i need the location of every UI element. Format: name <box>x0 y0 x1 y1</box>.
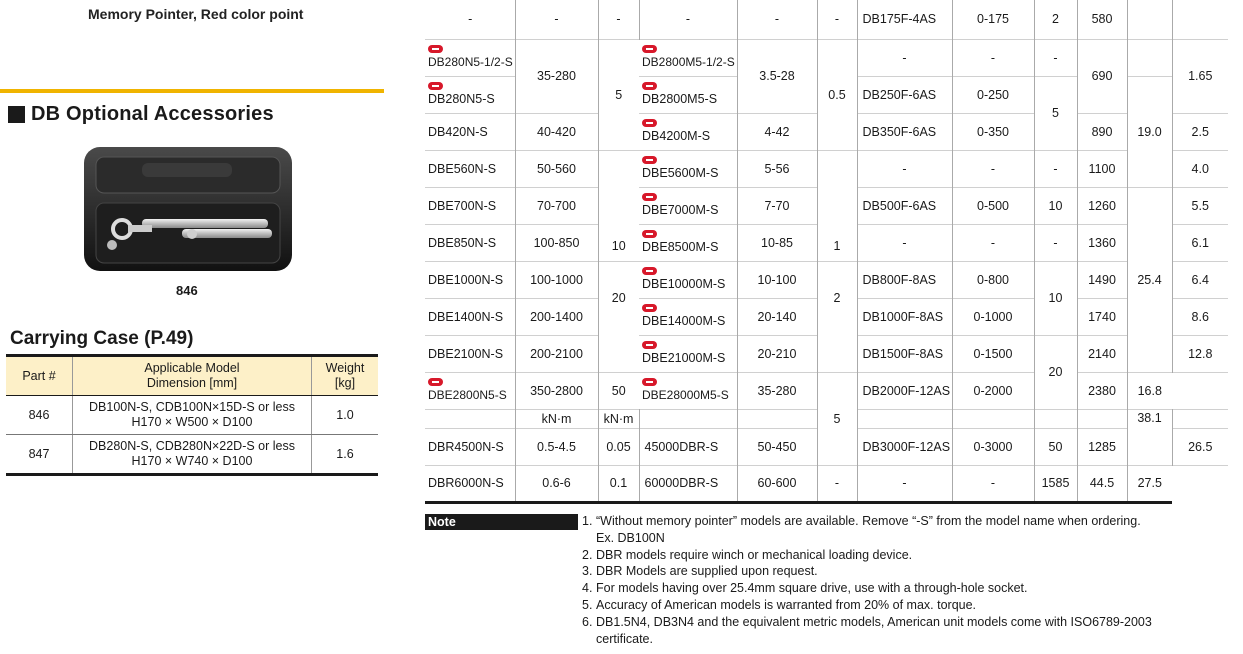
range-f: 0-350 <box>952 113 1034 150</box>
range-m: 10-85 <box>737 224 817 261</box>
weight: 16.8 <box>1127 372 1172 409</box>
model-m: DBE28000M5-S <box>639 372 737 409</box>
range-f: - <box>952 224 1034 261</box>
gold-divider <box>0 89 384 93</box>
range-m: - <box>737 0 817 39</box>
model-f: DB3000F-12AS <box>857 428 952 465</box>
model-f: DB2000F-12AS <box>857 372 952 409</box>
case-dimension: H170 × W740 × D100 <box>131 454 253 468</box>
step-n: 0.1 <box>598 465 639 502</box>
model-n: DBE850N-S <box>428 235 497 250</box>
table-row <box>425 39 1228 76</box>
col-weight-label: Weight <box>325 361 365 375</box>
step-n: - <box>598 0 639 39</box>
range-m: 60-600 <box>737 465 817 502</box>
col-weight <box>312 356 379 396</box>
case-model: DB100N-S, CDB100N×15D-S or less <box>89 400 295 414</box>
length: 1285 <box>1077 428 1127 465</box>
weight: 5.5 <box>1172 187 1228 224</box>
weight <box>1172 409 1228 428</box>
weight: 6.4 <box>1172 261 1228 298</box>
new-badge-icon <box>428 378 443 386</box>
step-n: 20 <box>598 261 639 372</box>
new-badge-icon <box>642 304 657 312</box>
model-n: DBR6000N-S <box>425 465 515 502</box>
range-m: 10-100 <box>737 261 817 298</box>
range-f: 0-3000 <box>952 428 1034 465</box>
range-f: 0-1000 <box>952 298 1034 335</box>
memory-pointer-caption: Memory Pointer, Red color point <box>88 6 304 22</box>
range-m: 3.5-28 <box>737 39 817 113</box>
weight: 27.5 <box>1127 465 1172 502</box>
new-badge-icon <box>642 378 657 386</box>
range-n: - <box>515 0 598 39</box>
case-weight: 1.6 <box>312 435 379 475</box>
range-f: 0-500 <box>952 187 1034 224</box>
range-m: 35-280 <box>737 372 817 409</box>
model-m: 60000DBR-S <box>639 465 737 502</box>
step-m: 2 <box>817 261 857 372</box>
step-f: - <box>1034 150 1077 187</box>
note-item: 5. Accuracy of American models is warranted from 20% of max. torque. <box>582 597 977 612</box>
case-weight: 1.0 <box>312 396 379 435</box>
case-part: 846 <box>6 396 73 435</box>
length: 1585 <box>1034 465 1077 502</box>
step-f: 50 <box>1034 428 1077 465</box>
range-n: 100-1000 <box>515 261 598 298</box>
carrying-case-title: Carrying Case (P.49) <box>10 328 194 349</box>
model-m: DBE10000M-S <box>639 261 737 298</box>
weight: 6.1 <box>1172 224 1228 261</box>
step-f: 10 <box>1034 261 1077 335</box>
range-f <box>952 409 1034 428</box>
range-n: 0.5-4.5 <box>515 428 598 465</box>
drive <box>1127 39 1172 76</box>
step-n: 5 <box>598 39 639 150</box>
model-m: DBE21000M-S <box>639 335 737 372</box>
model-n: DBE1400N-S <box>428 309 504 324</box>
step-f: - <box>1034 224 1077 261</box>
spec-table <box>425 0 1228 504</box>
step-n: 0.05 <box>598 428 639 465</box>
range-n: 35-280 <box>515 39 598 113</box>
table-row <box>425 465 1228 502</box>
step-f: 10 <box>1034 187 1077 224</box>
note-item: 4. For models having over 25.4mm square drive, use with a through-hole socket. <box>582 581 1028 596</box>
range-m: 5-56 <box>737 150 817 187</box>
new-badge-icon <box>642 45 657 53</box>
col-model-dimension <box>73 356 312 396</box>
weight: 26.5 <box>1172 428 1228 465</box>
heading-square-icon <box>8 106 25 123</box>
model-m: - <box>639 0 737 39</box>
col-weight-unit: [kg] <box>334 376 356 390</box>
model-f: DB500F-6AS <box>857 187 952 224</box>
length: 1740 <box>1077 298 1127 335</box>
new-badge-icon <box>428 82 443 90</box>
weight <box>1172 0 1228 39</box>
model-f: DB1000F-8AS <box>857 298 952 335</box>
case-model: DB280N-S, CDB280N×22D-S or less <box>89 439 295 453</box>
note-item: 3. DBR Models are supplied upon request. <box>582 564 818 579</box>
unit-label-step: kN·m <box>598 409 639 428</box>
unit-label-n: kN·m <box>515 409 598 428</box>
drive: 38.1 <box>1127 409 1172 465</box>
case-part: 847 <box>6 435 73 475</box>
length: 690 <box>1077 39 1127 113</box>
drive: 19.0 <box>1127 76 1172 187</box>
step-f: - <box>1034 39 1077 76</box>
range-f: - <box>952 150 1034 187</box>
range-f: 0-800 <box>952 261 1034 298</box>
model-n: DB280N5-1/2-S <box>425 39 515 76</box>
range-n: 350-2800 <box>515 372 598 409</box>
length: 1100 <box>1077 150 1127 187</box>
range-f: - <box>952 39 1034 76</box>
table-row <box>6 435 378 475</box>
model-n: - <box>468 12 473 27</box>
col-model: Applicable Model <box>144 361 240 375</box>
model-n <box>425 409 515 428</box>
range-m: 20-140 <box>737 298 817 335</box>
accessory-image-caption: 846 <box>176 283 198 298</box>
step-m: 5 <box>817 372 857 465</box>
range-n: 100-850 <box>515 224 598 261</box>
col-dimension: Dimension [mm] <box>146 376 238 390</box>
model-n: DB280N5-S <box>425 76 515 113</box>
model-n: DBE1000N-S <box>428 272 504 287</box>
range-f: 0-175 <box>952 0 1034 39</box>
case-model-dim <box>73 435 312 475</box>
range-m <box>737 409 817 428</box>
step-f: 5 <box>1034 76 1077 150</box>
model-f: DB800F-8AS <box>857 261 952 298</box>
new-badge-icon <box>642 267 657 275</box>
notes-list <box>582 513 1222 647</box>
drive <box>1127 0 1172 39</box>
model-f: - <box>857 150 952 187</box>
table-row <box>425 150 1228 187</box>
step-f: 2 <box>1034 0 1077 39</box>
weight: 12.8 <box>1172 335 1228 372</box>
case-model-dim <box>73 396 312 435</box>
model-n: DBR4500N-S <box>428 439 504 454</box>
optional-accessories-title: DB Optional Accessories <box>31 103 274 125</box>
model-f <box>857 409 952 428</box>
range-m: 50-450 <box>737 428 817 465</box>
model-f: DB250F-6AS <box>857 76 952 113</box>
step-m: - <box>817 0 857 39</box>
weight: 8.6 <box>1172 298 1228 335</box>
range-n: 200-1400 <box>515 298 598 335</box>
model-f: - <box>857 39 952 76</box>
length: 2380 <box>1077 372 1127 409</box>
model-m: DB4200M-S <box>639 113 737 150</box>
new-badge-icon <box>642 230 657 238</box>
note-item-continuation: Ex. DB100N <box>596 530 665 545</box>
model-m: DBE14000M-S <box>639 298 737 335</box>
model-m: DBE5600M-S <box>639 150 737 187</box>
model-m: DBE8500M-S <box>639 224 737 261</box>
carrying-case-image <box>82 145 294 273</box>
new-badge-icon <box>642 119 657 127</box>
length: 1490 <box>1077 261 1127 298</box>
model-f: - <box>857 224 952 261</box>
model-f: - <box>817 465 857 502</box>
step-m: 0.5 <box>817 39 857 150</box>
model-f: DB175F-4AS <box>857 0 952 39</box>
range-f: 0-1500 <box>952 335 1034 372</box>
optional-accessories-heading <box>8 103 274 126</box>
new-badge-icon <box>642 341 657 349</box>
note-item: 1. “Without memory pointer” models are available. Remove “-S” from the model name when ordering. <box>582 514 1141 528</box>
drive: 25.4 <box>1127 187 1172 372</box>
table-row <box>425 0 1228 39</box>
model-m: 45000DBR-S <box>639 428 737 465</box>
case-dimension: H170 × W500 × D100 <box>131 415 253 429</box>
model-m: DBE7000M-S <box>639 187 737 224</box>
note-item: 6. DB1.5N4, DB3N4 and the equivalent metric models, American unit models come with ISO6789-2003 <box>582 614 1152 629</box>
new-badge-icon <box>428 45 443 53</box>
table-row <box>425 372 1228 409</box>
step-m: 1 <box>817 150 857 261</box>
range-f: 0-250 <box>952 76 1034 113</box>
range-n: 200-2100 <box>515 335 598 372</box>
new-badge-icon <box>642 193 657 201</box>
range-n: 0.6-6 <box>515 465 598 502</box>
range-f: - <box>857 465 952 502</box>
table-row <box>6 396 378 435</box>
col-part: Part # <box>6 356 73 396</box>
model-n: DB420N-S <box>428 124 488 139</box>
length: 1360 <box>1077 224 1127 261</box>
length: 1260 <box>1077 187 1127 224</box>
model-m: DB2800M5-1/2-S <box>639 39 737 76</box>
carrying-case-header-row <box>6 356 378 396</box>
length: 580 <box>1077 0 1127 39</box>
range-n: 50-560 <box>515 150 598 187</box>
length <box>1077 409 1127 428</box>
step-f: 20 <box>1034 335 1077 409</box>
length: 2140 <box>1077 335 1127 372</box>
model-n: DBE700N-S <box>428 198 497 213</box>
note-item: 2. DBR models require winch or mechanical loading device. <box>582 547 913 562</box>
range-m: 20-210 <box>737 335 817 372</box>
range-n: 40-420 <box>515 113 598 150</box>
model-n: DBE2800N5-S <box>425 372 515 409</box>
step-f <box>1034 409 1077 428</box>
new-badge-icon <box>642 156 657 164</box>
model-n: DBE2100N-S <box>428 346 504 361</box>
model-f: DB1500F-8AS <box>857 335 952 372</box>
note-item-continuation: certificate. <box>596 631 653 646</box>
step-n: 10 <box>598 150 639 261</box>
range-n: 70-700 <box>515 187 598 224</box>
model-n: DBE560N-S <box>428 161 497 176</box>
new-badge-icon <box>642 82 657 90</box>
model-f: DB350F-6AS <box>857 113 952 150</box>
length: 890 <box>1077 113 1127 150</box>
weight: 2.5 <box>1172 113 1228 150</box>
note-label: Note <box>425 514 578 530</box>
model-m <box>639 409 737 428</box>
range-m: 4-42 <box>737 113 817 150</box>
carrying-case-table <box>6 354 378 476</box>
weight: 1.65 <box>1172 39 1228 113</box>
weight: 4.0 <box>1172 150 1228 187</box>
model-m: DB2800M5-S <box>639 76 737 113</box>
step-n: 50 <box>598 372 639 409</box>
range-f: 0-2000 <box>952 372 1034 409</box>
drive: 44.5 <box>1077 465 1127 502</box>
range-m: 7-70 <box>737 187 817 224</box>
step-f: - <box>952 465 1034 502</box>
table-row <box>425 261 1228 298</box>
